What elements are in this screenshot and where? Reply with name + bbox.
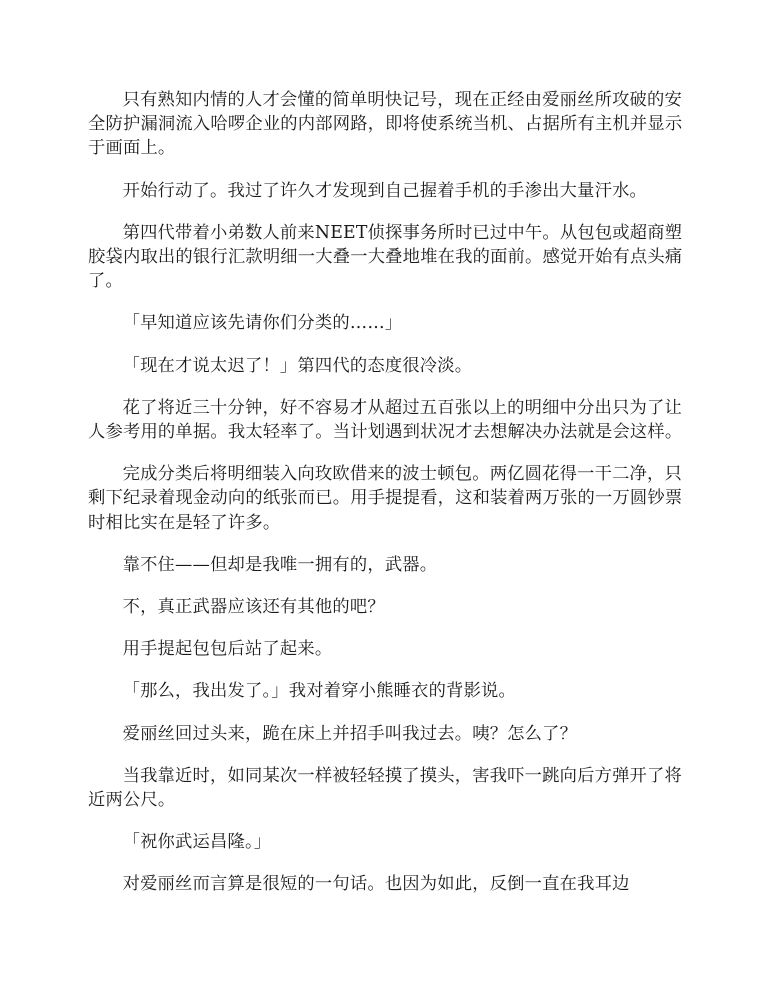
paragraph-8: 靠不住——但却是我唯一拥有的，武器。	[122, 554, 438, 575]
paragraph-7: 完成分类后将明细装入向玫欧借来的波士顿包。两亿圆花得一干二净，只剩下纪录着现金动向的纸张而已。用手提提看，这和装着两万张的一万圆钞票时相比实在是轻了许多。	[88, 464, 683, 533]
paragraph-15: 对爱丽丝而言算是很短的一句话。也因为如此，反倒一直在我耳边	[122, 874, 630, 895]
paragraph-3: 第四代带着小弟数人前来NEET侦探事务所时已过中午。从包包或超商塑胶袋内取出的银行汇款明细一大叠一大叠地堆在我的面前。感觉开始有点头痛了。	[88, 222, 683, 292]
paragraph-2: 开始行动了。我过了许久才发现到自己握着手机的手渗出大量汗水。	[122, 180, 648, 201]
paragraph-14: 「祝你武运昌隆。」	[122, 832, 272, 853]
paragraph-6: 花了将近三十分钟，好不容易才从超过五百张以上的明细中分出只为了让人参考用的单据。我太轻率了。当计划遇到状况才去想解决办法就是会这样。	[88, 397, 683, 443]
paragraph-5: 「现在才说太迟了！」第四代的态度很冷淡。	[122, 355, 473, 376]
paragraph-1: 只有熟知内情的人才会懂的简单明快记号，现在正经由爱丽丝所攻破的安全防护漏洞流入哈啰企业的内部网路，即将使系统当机、占据所有主机并显示于画面上。	[88, 90, 683, 159]
paragraph-4: 「早知道应该先请你们分类的……」	[122, 313, 403, 334]
paragraph-12: 爱丽丝回过头来，跪在床上并招手叫我过去。咦？怎么了？	[122, 723, 578, 744]
paragraph-9: 不，真正武器应该还有其他的吧？	[122, 597, 385, 618]
paragraph-10: 用手提起包包后站了起来。	[122, 639, 333, 660]
body-text	[88, 88, 683, 915]
paragraph-13: 当我靠近时，如同某次一样被轻轻摸了摸头，害我吓一跳向后方弹开了将近两公尺。	[88, 765, 682, 811]
paragraph-11: 「那么，我出发了。」我对着穿小熊睡衣的背影说。	[122, 681, 517, 702]
